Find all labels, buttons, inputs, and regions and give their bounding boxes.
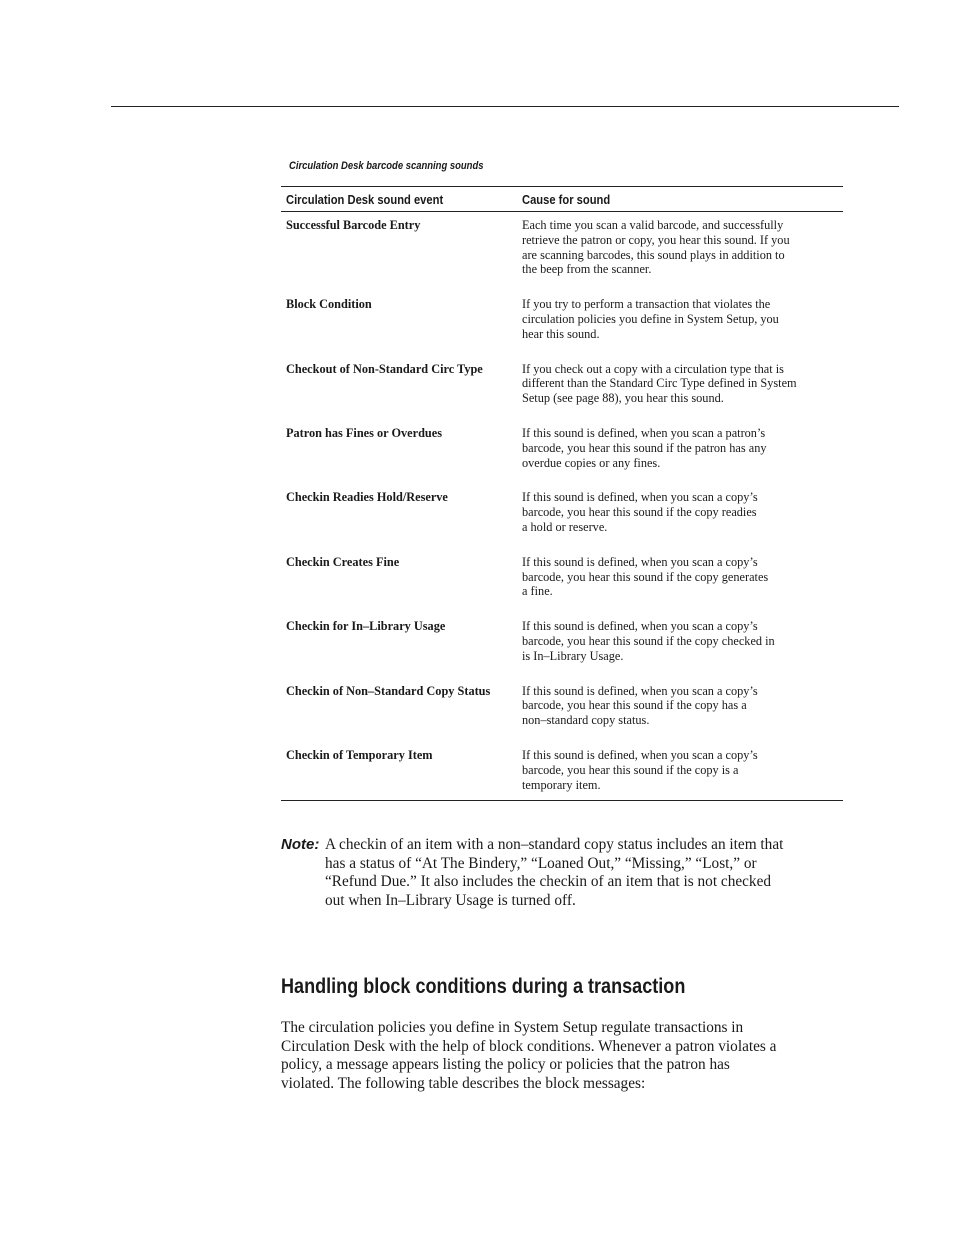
header-rule xyxy=(111,106,899,107)
table-row xyxy=(281,619,843,663)
cause-line: is In–Library Usage. xyxy=(522,648,624,663)
cause-cell xyxy=(522,297,843,341)
section-heading: Handling block conditions during a transaction xyxy=(281,975,686,998)
cause-line: barcode, you hear this sound if the copy has a xyxy=(522,698,747,713)
cause-line: the beep from the scanner. xyxy=(522,262,652,277)
note-text: A checkin of an item with a non–standard copy status includes an item that xyxy=(325,836,784,853)
cause-cell xyxy=(522,490,843,534)
cause-line: overdue copies or any fines. xyxy=(522,455,661,470)
table-row xyxy=(281,490,843,534)
cause-line: non–standard copy status. xyxy=(522,713,650,728)
header-cause-cell xyxy=(522,192,843,207)
cause-cell xyxy=(522,748,843,792)
cause-line: If you check out a copy with a circulation type that is xyxy=(522,361,784,376)
cause-line: If this sound is defined, when you scan a copy’s xyxy=(522,490,758,505)
cause-line: Setup (see page 88), you hear this sound. xyxy=(522,391,724,406)
cause-line: retrieve the patron or copy, you hear this sound. If you xyxy=(522,232,790,247)
paragraph-line: policy, a message appears listing the policy or policies that the patron has xyxy=(281,1056,730,1074)
event-cell: Checkout of Non-Standard Circ Type xyxy=(286,361,483,376)
cause-line: temporary item. xyxy=(522,777,601,792)
event-cell: Checkin for In–Library Usage xyxy=(286,619,446,634)
cause-line: If this sound is defined, when you scan a copy’s xyxy=(522,554,758,569)
sound-events-table xyxy=(281,186,843,801)
cause-line: a fine. xyxy=(522,584,553,599)
table-row xyxy=(281,218,843,277)
cause-line: Each time you scan a valid barcode, and successfully xyxy=(522,218,784,232)
cause-line: barcode, you hear this sound if the copy readies xyxy=(522,505,757,520)
header-event-label: Circulation Desk sound event xyxy=(286,191,444,207)
paragraph-line: Circulation Desk with the help of block conditions. Whenever a patron violates a xyxy=(281,1037,777,1055)
paragraph-line: violated. The following table describes the block messages: xyxy=(281,1075,646,1093)
cause-cell xyxy=(522,362,843,406)
cause-line: barcode, you hear this sound if the patron has any xyxy=(522,440,767,455)
cause-cell xyxy=(522,619,843,663)
cause-line: If this sound is defined, when you scan a copy’s xyxy=(522,683,758,698)
table-row xyxy=(281,684,843,728)
paragraph-line: The circulation policies you define in System Setup regulate transactions in xyxy=(281,1019,744,1036)
cause-line: barcode, you hear this sound if the copy is a xyxy=(522,762,739,777)
table-body xyxy=(281,212,843,792)
table-row xyxy=(281,748,843,792)
note-line xyxy=(281,836,846,855)
event-cell: Successful Barcode Entry xyxy=(286,218,421,232)
note-line: has a status of “At The Bindery,” “Loaned Out,” “Missing,” “Lost,” or xyxy=(325,854,757,872)
cause-line: hear this sound. xyxy=(522,326,600,341)
cause-cell xyxy=(522,426,843,470)
event-cell: Patron has Fines or Overdues xyxy=(286,425,442,440)
cause-cell xyxy=(522,555,843,599)
event-cell: Checkin of Temporary Item xyxy=(286,747,433,762)
section-paragraph xyxy=(281,1019,846,1094)
cause-line: different than the Standard Circ Type defined in System xyxy=(522,376,797,391)
table-caption: Circulation Desk barcode scanning sounds xyxy=(289,160,484,172)
header-cause-label: Cause for sound xyxy=(522,191,611,207)
event-cell: Block Condition xyxy=(286,297,372,312)
cause-line: If you try to perform a transaction that violates the xyxy=(522,297,771,312)
cause-cell xyxy=(522,684,843,728)
table-row xyxy=(281,555,843,599)
cause-line: If this sound is defined, when you scan a patron’s xyxy=(522,425,766,440)
table-header-row xyxy=(281,187,843,212)
note-line: “Refund Due.” It also includes the checkin of an item that is not checked xyxy=(325,873,772,891)
cause-line: If this sound is defined, when you scan a copy’s xyxy=(522,747,758,762)
cause-line: a hold or reserve. xyxy=(522,519,608,534)
event-cell: Checkin Readies Hold/Reserve xyxy=(286,490,448,505)
table-row xyxy=(281,297,843,341)
event-cell: Checkin Creates Fine xyxy=(286,554,400,569)
cause-line: barcode, you hear this sound if the copy checked in xyxy=(522,633,775,648)
note-label: Note: xyxy=(281,836,320,853)
event-cell: Checkin of Non–Standard Copy Status xyxy=(286,683,491,698)
cause-cell xyxy=(522,218,843,277)
note-block xyxy=(281,836,846,911)
cause-line: If this sound is defined, when you scan a copy’s xyxy=(522,619,758,634)
table-row xyxy=(281,426,843,470)
note-line: out when In–Library Usage is turned off. xyxy=(325,892,576,910)
cause-line: circulation policies you define in System Setup, you xyxy=(522,311,779,326)
cause-line: barcode, you hear this sound if the copy generates xyxy=(522,569,769,584)
header-event-cell xyxy=(281,192,522,207)
table-row xyxy=(281,362,843,406)
cause-line: are scanning barcodes, this sound plays in addition to xyxy=(522,247,785,262)
